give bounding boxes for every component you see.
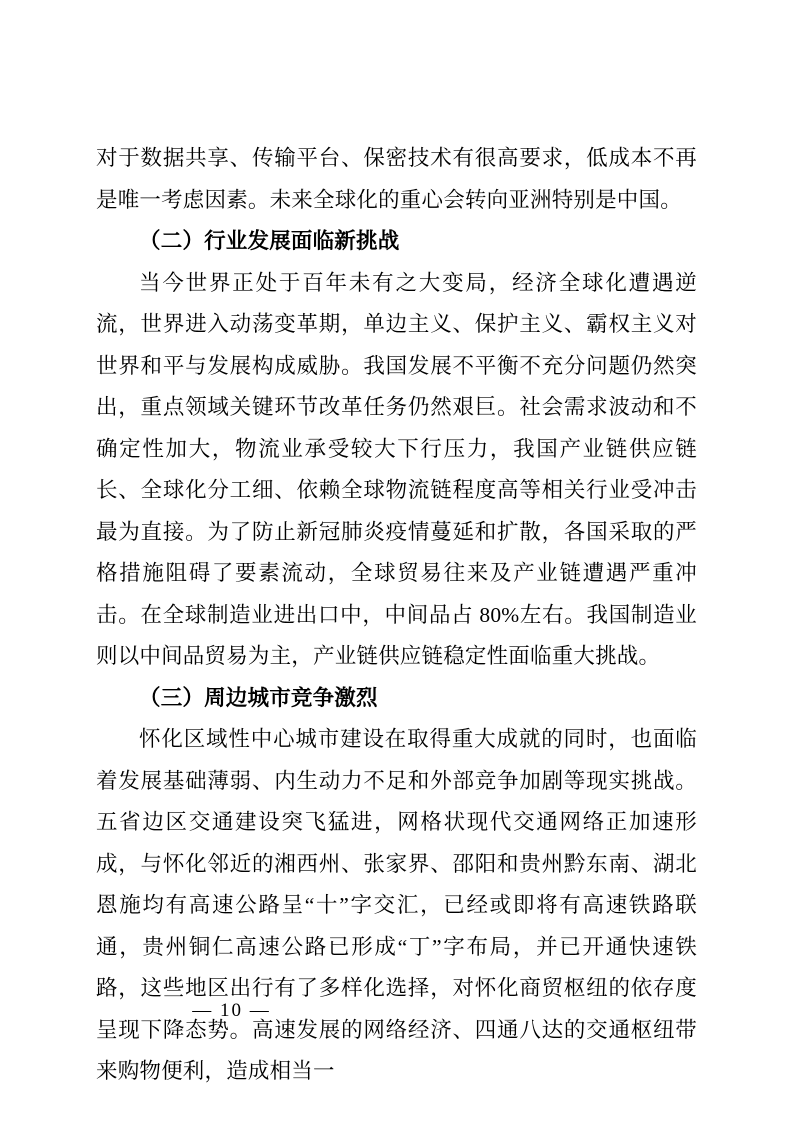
paragraph-continued: 对于数据共享、传输平台、保密技术有很高要求，低成本不再是唯一考虑因素。未来全球化的重心会转向亚洲特别是中国。 bbox=[96, 146, 697, 212]
section-heading-three: （三）周边城市竞争激烈 bbox=[139, 685, 378, 710]
paragraph-section-two: 当今世界正处于百年未有之大变局，经济全球化遭遇逆流，世界进入动荡变革期，单边主义、保护主义、霸权主义对世界和平与发展构成威胁。我国发展不平衡不充分问题仍然突出，重点领域关键环节改革任务仍然艰巨。社会需求波动和不确定性加大，物流业承受较大下行压力，我国产业链供应链长、全球化分工细、依赖全球物流链程度高等相关行业受冲击最为直接。为了防止新冠肺炎疫情蔓延和扩散，各国采取的严格措施阻碍了要素流动，全球贸易往来及产业链遭遇严重冲击。在全球制造业进出口中，中间品占 80%左右。我国制造业则以中间品贸易为主，产业链供应链稳定性面临重大挑战。 bbox=[96, 270, 697, 668]
page-footer bbox=[0, 1000, 793, 1022]
page-number: — 10 — bbox=[192, 1000, 271, 1021]
section-heading-two: （二）行业发展面临新挑战 bbox=[139, 229, 400, 253]
paragraph-section-three: 怀化区域性中心城市建设在取得重大成就的同时，也面临着发展基础薄弱、内生动力不足和外部竞争加剧等现实挑战。五省边区交通建设突飞猛进，网格状现代交通网络正加速形成，与怀化邻近的湘西州、张家界、邵阳和贵州黔东南、湖北恩施均有高速公路呈“十”字交汇，已经或即将有高速铁路联通，贵州铜仁高速公路已形成“丁”字布局，并已开通快速铁路，这些地区出行有了多样化选择，对怀化商贸枢纽的依存度呈现下降态势。高速发展的网络经济、四通八达的交通枢纽带来购物便利，造成相当一 bbox=[96, 727, 697, 1083]
document-body bbox=[96, 138, 697, 1093]
